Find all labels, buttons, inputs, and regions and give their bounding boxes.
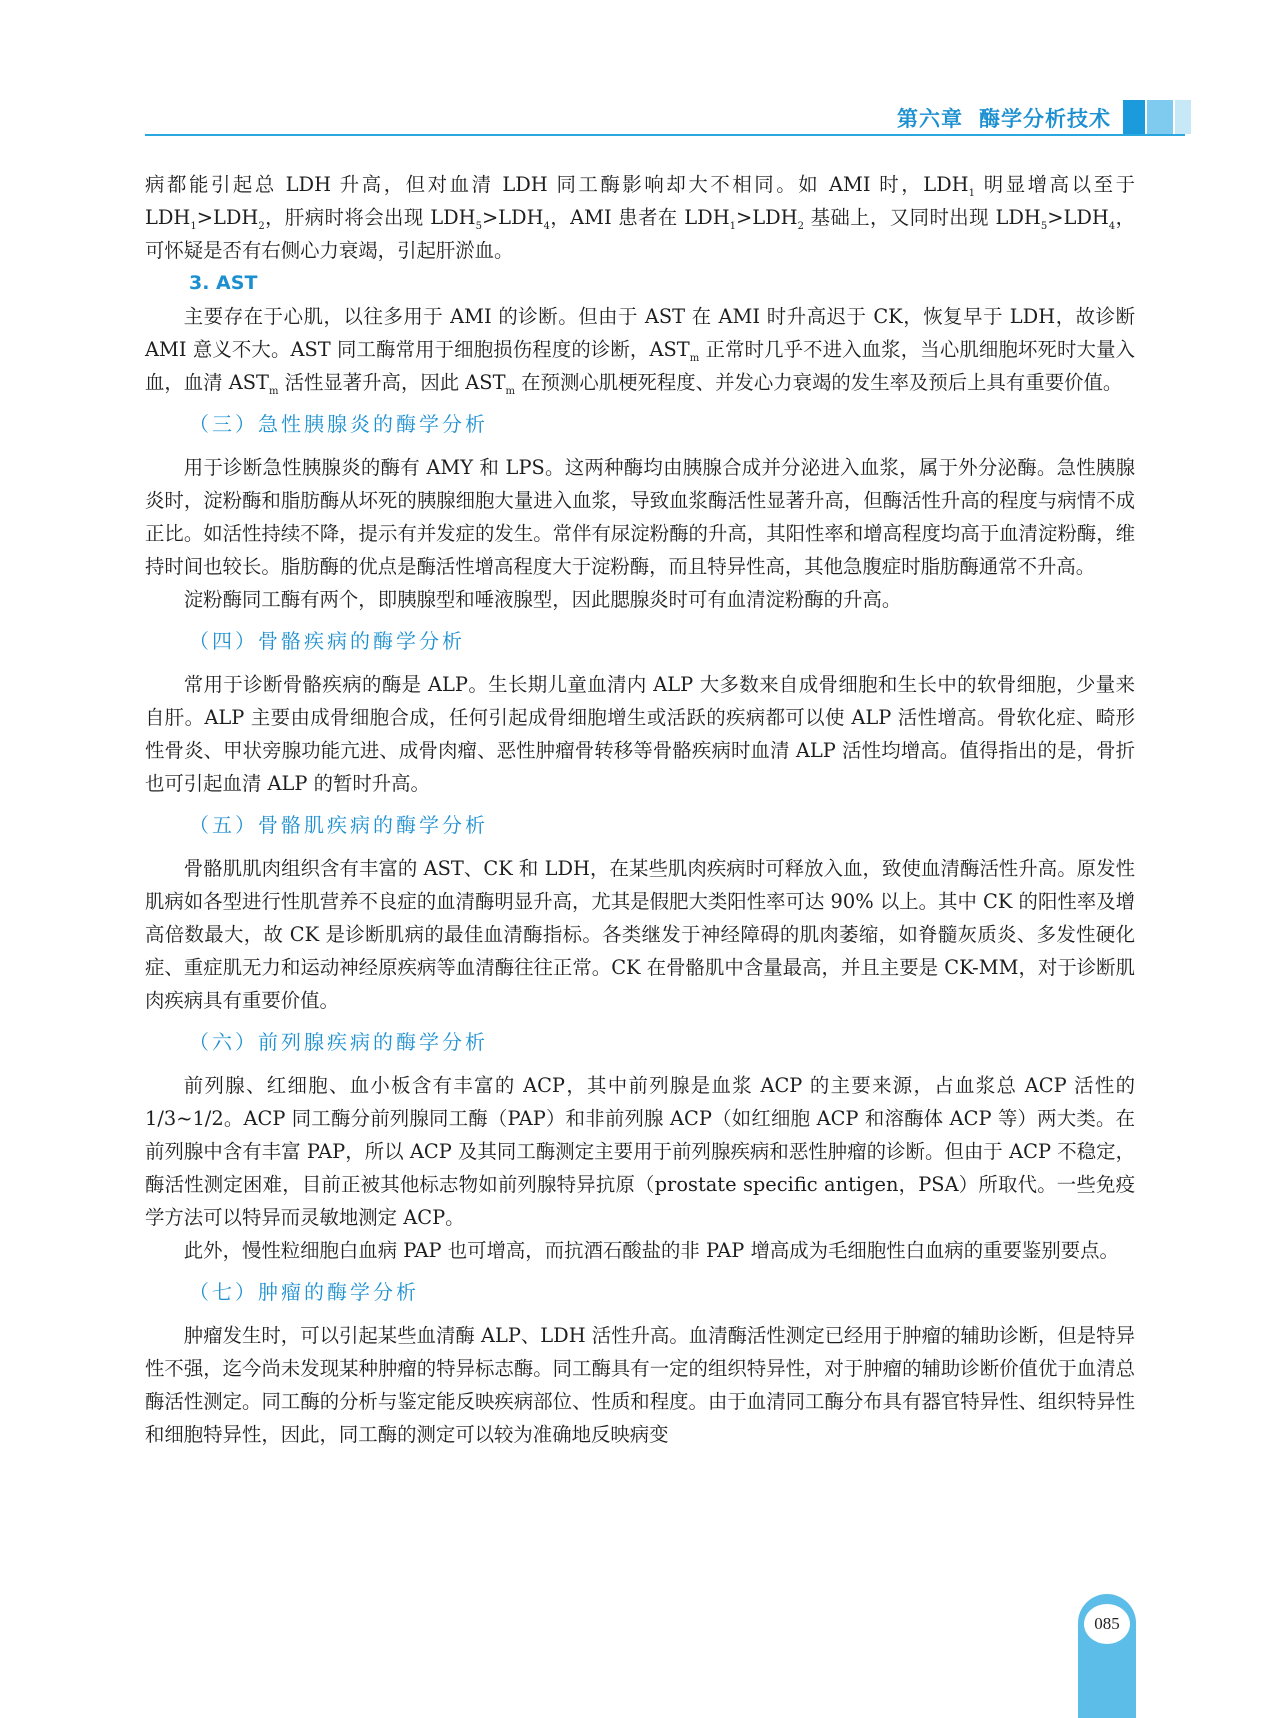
header-decoration-block <box>1123 100 1145 134</box>
paragraph: 淀粉酶同工酶有两个，即胰腺型和唾液腺型，因此腮腺炎时可有血清淀粉酶的升高。 <box>183 588 902 611</box>
page-number: 085 <box>1084 1604 1130 1644</box>
section-heading-bone: （四）骨骼疾病的酶学分析 <box>189 629 465 653</box>
section-heading-muscle: （五）骨骼肌疾病的酶学分析 <box>189 813 488 837</box>
paragraph: 肿瘤发生时，可以引起某些血清酶 ALP、LDH 活性升高。血清酶活性测定已经用于肿瘤的辅助诊断，但是特异性不强，迄今尚未发现某种肿瘤的特异标志酶。同工酶具有一定的组织特异性，对于肿瘤的辅助诊断价值优于血清总酶活性测定。同工酶的分析与鉴定能反映疾病部位、性质和程度。由于血清同工酶分布具有器官特异性、组织特异性和细胞特异性，因此，同工酶的测定可以较为准确地反映病变 <box>145 1324 1135 1446</box>
chapter-title <box>897 103 1111 133</box>
paragraph: 前列腺、红细胞、血小板含有丰富的 ACP，其中前列腺是血浆 ACP 的主要来源，占血浆总 ACP 活性的 1/3~1/2。ACP 同工酶分前列腺同工酶（PAP）和非前列腺 ACP（如红细胞 ACP 和溶酶体 ACP 等）两大类。在前列腺中含有丰富 PAP，所以 ACP 及其同工酶测定主要用于前列腺疾病和恶性肿瘤的诊断。但由于 ACP 不稳定，酶活性测定困难，目前正被其他标志物如前列腺特异抗原（prostate specific antigen，PSA）所取代。一些免疫学方法可以特异而灵敏地测定 ACP。 <box>145 1074 1135 1229</box>
paragraph-ast: 主要存在于心肌，以往多用于 AMI 的诊断。但由于 AST 在 AMI 时升高迟于 CK，恢复早于 LDH，故诊断 AMI 意义不大。AST 同工酶常用于细胞损伤程度的诊断，$AST_m$ 正常时几乎不进入血浆，当心肌细胞坏死时大量入血，血清 $AST_m$ 活性显著升高，因此 $AST_m$ 在预测心肌梗死程度、并发心力衰竭的发生率及预后上具有重要价值。 <box>145 305 1135 397</box>
paragraph: 常用于诊断骨骼疾病的酶是 ALP。生长期儿童血清内 ALP 大多数来自成骨细胞和生长中的软骨细胞，少量来自肝。ALP 主要由成骨细胞合成，任何引起成骨细胞增生或活跃的疾病都可以使 ALP 活性增高。骨软化症、畸形性骨炎、甲状旁腺功能亢进、成骨肉瘤、恶性肿瘤骨转移等骨骼疾病时血清 ALP 活性均增高。值得指出的是，骨折也可引起血清 ALP 的暂时升高。 <box>145 673 1135 795</box>
page-body <box>145 168 1135 1451</box>
section-heading-prostate: （六）前列腺疾病的酶学分析 <box>189 1030 488 1054</box>
running-header <box>145 100 1185 136</box>
header-decoration-block <box>1147 100 1173 134</box>
section-heading-pancreatitis: （三）急性胰腺炎的酶学分析 <box>189 412 488 436</box>
paragraph: 此外，慢性粒细胞白血病 PAP 也可增高，而抗酒石酸盐的非 PAP 增高成为毛细胞性白血病的重要鉴别要点。 <box>183 1239 1119 1262</box>
paragraph-ldh-continued: 病都能引起总 LDH 升高，但对血清 LDH 同工酶影响却大不相同。如 AMI 时，$LDH_1$ 明显增高以至于$LDH_1>LDH_2$，肝病时将会出现 $LDH_5>LDH_4$，AMI 患者在 $LDH_1>LDH_2$ 基础上，又同时出现 $LDH_5>LDH_4$，可怀疑是否有右侧心力衰竭，引起肝淤血。 <box>145 173 1135 262</box>
paragraph: 骨骼肌肌肉组织含有丰富的 AST、CK 和 LDH，在某些肌肉疾病时可释放入血，致使血清酶活性升高。原发性肌病如各型进行性肌营养不良症的血清酶明显升高，尤其是假肥大类阳性率可达 90% 以上。其中 CK 的阳性率及增高倍数最大，故 CK 是诊断肌病的最佳血清酶指标。各类继发于神经障碍的肌肉萎缩，如脊髓灰质炎、多发性硬化症、重症肌无力和运动神经原疾病等血清酶往往正常。CK 在骨骼肌中含量最高，并且主要是 CK-MM，对于诊断肌肉疾病具有重要价值。 <box>145 857 1135 1012</box>
paragraph: 用于诊断急性胰腺炎的酶有 AMY 和 LPS。这两种酶均由胰腺合成并分泌进入血浆，属于外分泌酶。急性胰腺炎时，淀粉酶和脂肪酶从坏死的胰腺细胞大量进入血浆，导致血浆酶活性显著升高，但酶活性升高的程度与病情不成正比。如活性持续不降，提示有并发症的发生。常伴有尿淀粉酶的升高，其阳性率和增高程度均高于血清淀粉酶，维持时间也较长。脂肪酶的优点是酶活性增高程度大于淀粉酶，而且特异性高，其他急腹症时脂肪酶通常不升高。 <box>145 456 1135 578</box>
section-heading-tumor: （七）肿瘤的酶学分析 <box>189 1280 419 1304</box>
header-decoration-block <box>1175 100 1191 134</box>
chapter-number: 第六章 <box>897 107 963 131</box>
subheading-ast: 3. AST <box>189 272 258 294</box>
chapter-name: 酶学分析技术 <box>979 107 1111 131</box>
